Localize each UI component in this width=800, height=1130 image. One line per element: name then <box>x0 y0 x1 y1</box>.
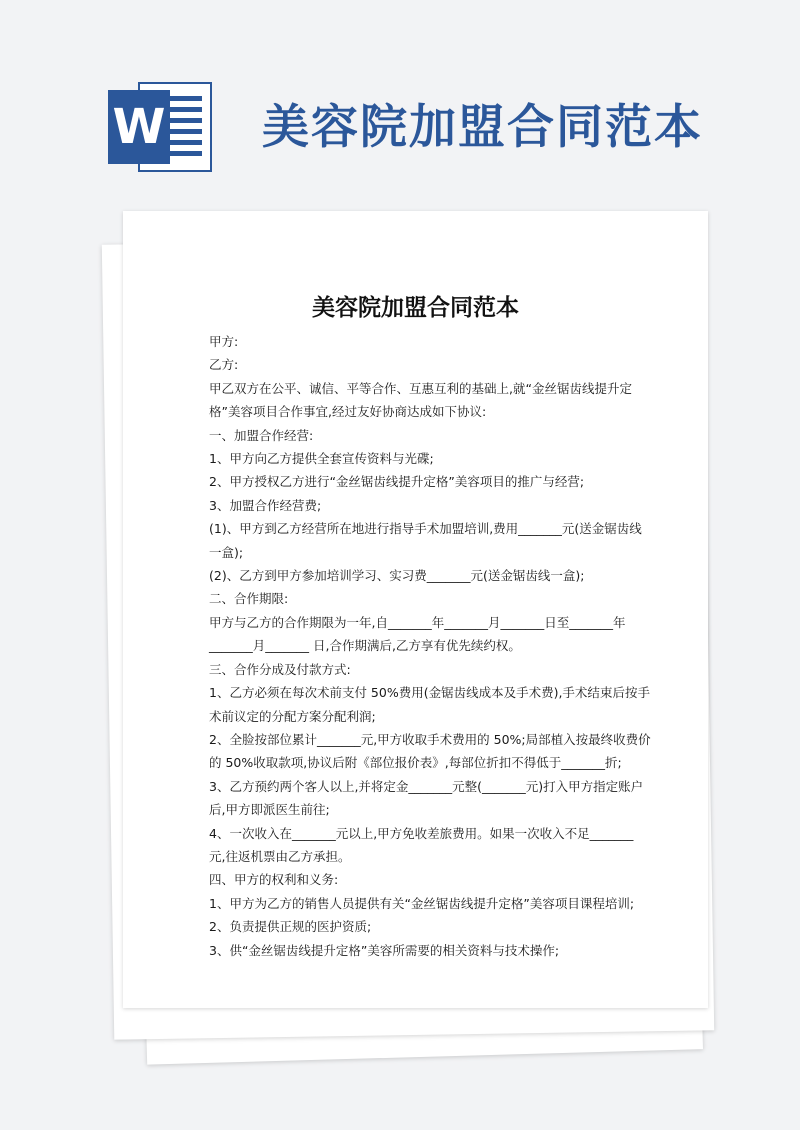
document-line: 3、加盟合作经营费; <box>209 497 322 513</box>
document-line: 甲乙双方在公平、诚信、平等合作、互惠互利的基础上,就“金丝锯齿线提升定 <box>209 380 632 396</box>
document-line: 格”美容项目合作事宜,经过友好协商达成如下协议: <box>209 404 487 420</box>
document-line: 4、一次收入在_______元以上,甲方免收差旅费用。如果一次收入不足_______ <box>209 825 634 841</box>
document-line: 三、合作分成及付款方式: <box>209 661 351 677</box>
document-line: (2)、乙方到甲方参加培训学习、实习费_______元(送金锯齿线一盒); <box>209 568 585 584</box>
document-line: _______月_______ 日,合作期满后,乙方享有优先续约权。 <box>209 638 521 654</box>
document-line: 乙方: <box>209 357 239 373</box>
document-line: 甲方: <box>209 334 239 349</box>
document-line: (1)、甲方到乙方经营所在地进行指导手术加盟培训,费用_______元(送金锯齿线 <box>209 521 642 537</box>
document-line: 一盒); <box>209 544 244 560</box>
document-body <box>209 330 651 962</box>
word-icon-letter: W <box>108 90 170 164</box>
document-line: 一、加盟合作经营: <box>209 427 314 443</box>
document-line: 二、合作期限: <box>209 591 289 607</box>
document-line: 2、负责提供正规的医护资质; <box>209 919 372 935</box>
banner-title: 美容院加盟合同范本 <box>262 100 703 155</box>
document-line: 甲方与乙方的合作期限为一年,自_______年_______月_______日至_______年 <box>209 614 626 630</box>
banner-header <box>0 0 800 200</box>
document-line: 元,往返机票由乙方承担。 <box>209 848 351 864</box>
word-document-icon <box>108 82 212 172</box>
document-line: 后,甲方即派医生前往; <box>209 802 330 818</box>
document-line: 2、甲方授权乙方进行“金丝锯齿线提升定格”美容项目的推广与经营; <box>209 474 585 490</box>
document-line: 2、全脸按部位累计_______元,甲方收取手术费用的 50%;局部植入按最终收费价 <box>209 731 651 747</box>
document-line: 四、甲方的权利和义务: <box>209 872 339 888</box>
document-page <box>123 211 708 1008</box>
document-line: 的 50%收取款项,协议后附《部位报价表》,每部位折扣不得低于_______折; <box>209 755 622 771</box>
document-line: 术前议定的分配方案分配利润; <box>209 708 376 724</box>
document-line: 1、甲方向乙方提供全套宣传资料与光碟; <box>209 451 434 467</box>
document-line: 1、乙方必须在每次术前支付 50%费用(金锯齿线成本及手术费),手术结束后按手 <box>209 685 650 701</box>
document-line: 3、供“金丝锯齿线提升定格”美容所需要的相关资料与技术操作; <box>209 942 560 958</box>
document-line: 1、甲方为乙方的销售人员提供有关“金丝锯齿线提升定格”美容项目课程培训; <box>209 895 635 911</box>
document-line: 3、乙方预约两个客人以上,并将定金_______元整(_______元)打入甲方指定账户 <box>209 778 644 794</box>
document-title: 美容院加盟合同范本 <box>312 295 519 321</box>
